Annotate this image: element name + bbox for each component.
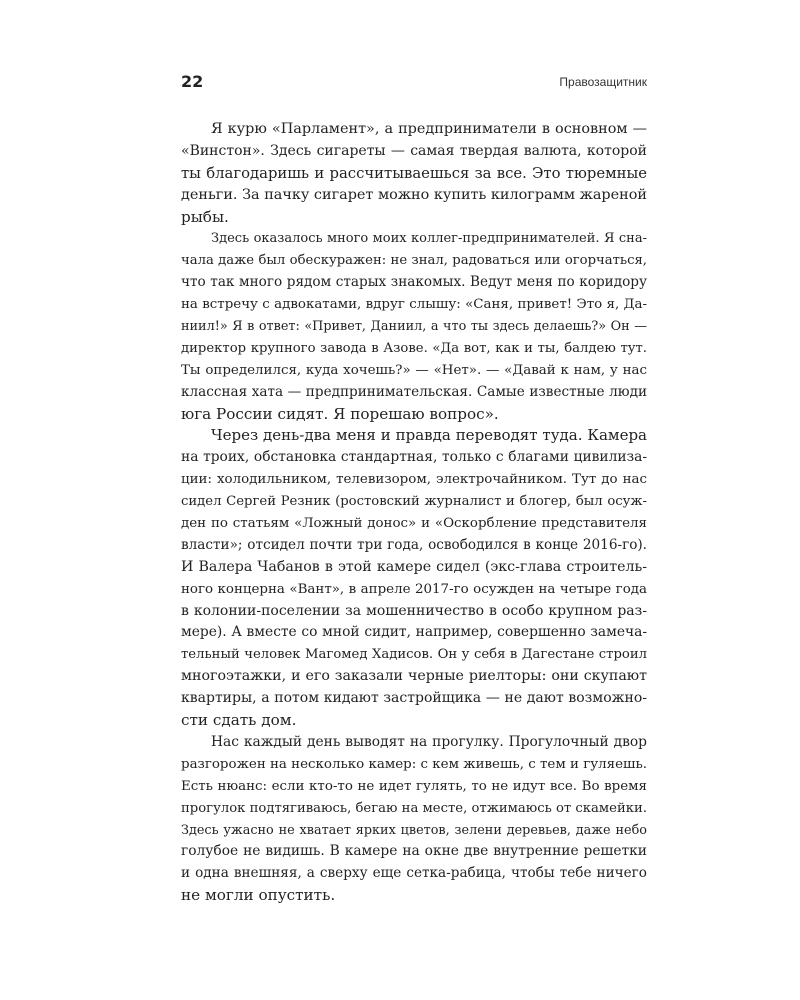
text-line: разгорожен на несколько камер: с кем живешь, с тем и гуляешь. [181,756,647,772]
text-line: ного концерна «Вант», в апреле 2017-го осужден на четыре года [181,581,647,597]
text-line: голубое не видишь. В камере на окне две внутренние решетки [181,843,647,860]
paragraph [181,228,647,425]
paragraph [181,732,647,907]
text-line: Ты определился, куда хочешь?» — «Нет». — «Давай к нам, у нас [181,362,647,378]
text-line: И Валера Чабанов в этой камере сидел (экс-глава строитель- [181,558,647,575]
text-line: ниил!» Я в ответ: «Привет, Даниил, а что ты здесь делаешь?» Он — [181,319,647,335]
text-line: многоэтажки, и его заказали черные риелторы: они скупают [181,668,647,685]
text-line: ден по статьям «Ложный донос» и «Оскорбление представителя [181,516,647,532]
paragraph [181,425,647,731]
text-line: Есть нюанс: если кто-то не идет гулять, то не идут все. Во время [181,778,647,794]
text-line: юга России сидят. Я порешаю вопрос». [181,404,499,423]
text-line: квартиры, а потом кидают застройщика — не дают возможно- [181,690,647,707]
text-line: Здесь оказалось много моих коллег-предпринимателей. Я сна- [211,231,647,247]
text-line: и одна внешняя, а сверху еще сетка-рабица, чтобы тебе ничего [181,865,647,882]
text-line: сидел Сергей Резник (ростовский журналист и блогер, был осуж- [181,494,647,510]
text-line: рыбы. [181,207,229,226]
paragraph [181,119,647,228]
text-line: на встречу с адвокатами, вдруг слышу: «Саня, привет! Это я, Да- [181,297,647,313]
page-number: 22 [181,72,204,91]
text-line: в колонии-поселении за мошенничество в особо крупном раз- [181,602,647,619]
text-line: чала даже был обескуражен: не знал, радоваться или огорчаться, [181,253,647,269]
text-line: Через день-два меня и правда переводят туда. Камера [211,426,647,445]
text-line: тельный человек Магомед Хадисов. Он у себя в Дагестане строил [181,647,647,663]
text-line: деньги. За пачку сигарет можно купить килограмм жареной [181,186,647,203]
text-line: ции: холодильником, телевизором, электрочайником. Тут до нас [181,472,647,488]
text-line: «Винстон». Здесь сигареты — самая твердая валюта, которой [181,142,647,159]
text-line: власти»; отсидел почти три года, освободился в конце 2016-го). [181,536,647,553]
text-line: прогулок подтягиваюсь, бегаю на месте, отжимаюсь от скамейки. [181,800,647,816]
text-line: сти сдать дом. [181,711,297,730]
running-title: Правозащитник [559,75,647,89]
text-line: на троих, обстановка стандартная, только с благами цивилиза- [181,449,647,466]
text-line: ты благодаришь и рассчитываешься за все. Это тюремные [181,164,647,182]
text-line: Здесь ужасно не хватает ярких цветов, зелени деревьев, даже небо [181,822,647,838]
text-line: не могли опустить. [181,886,336,905]
text-line: что так много рядом старых знакомых. Ведут меня по коридору [181,274,647,291]
text-line: мере). А вместе со мной сидит, например, совершенно замеча- [181,624,647,641]
text-line: классная хата — предпринимательская. Самые известные люди [181,383,647,400]
text-line: Я курю «Парламент», а предприниматели в основном — [211,121,647,137]
body-text [181,119,647,907]
text-line: директор крупного завода в Азове. «Да вот, как и ты, балдею тут. [181,340,647,356]
text-line: Нас каждый день выводят на прогулку. Прогулочный двор [211,733,647,750]
